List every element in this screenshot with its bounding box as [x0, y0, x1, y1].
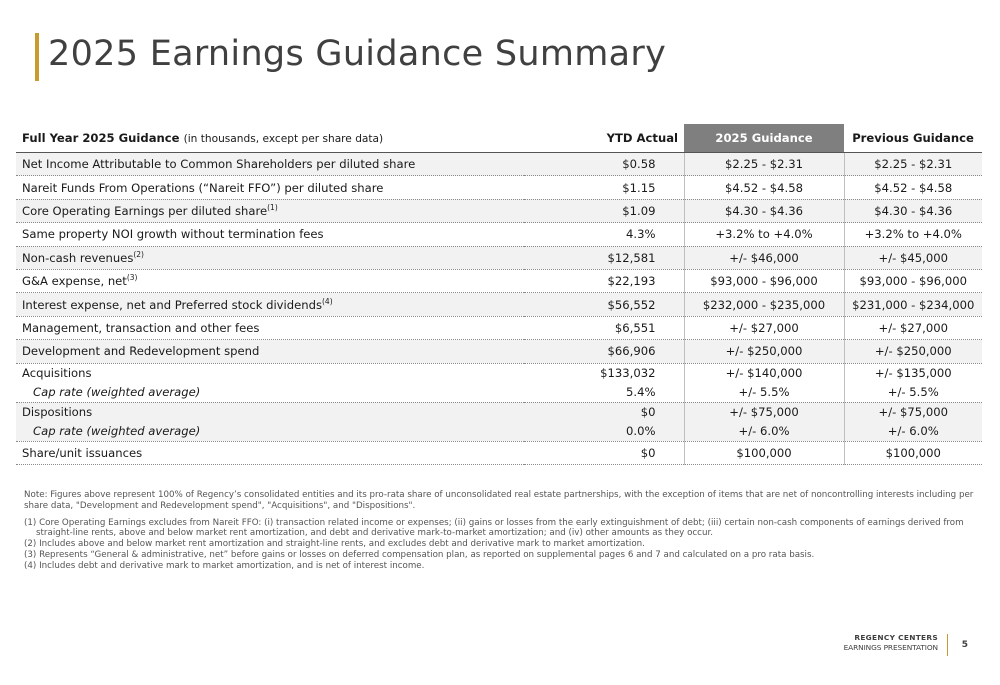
guidance-table: [16, 124, 982, 465]
table-header: [16, 124, 982, 153]
row-ytd: $0.58: [524, 153, 684, 176]
row-label: Dispositions Cap rate (weighted average): [16, 402, 524, 441]
row-guidance: +3.2% to +4.0%: [684, 223, 844, 246]
footnote-3: (3) Represents “General & administrative, net” before gains or losses on deferred compensation plan, as reported on supplemental pages 6 and 7 and calculated on a pro rata basis.: [24, 549, 815, 560]
row-guidance: $232,000 - $235,000: [684, 293, 844, 316]
footnote-4: (4) Includes debt and derivative mark to market amortization, and is net of interest income.: [24, 560, 425, 571]
table-row: [16, 199, 982, 222]
note-main: Note: Figures above represent 100% of Regency’s consolidated entities and its pro-rata share of unconsolidated real estate partnerships, with the exception of items that are net of noncontrolling interests including per share data, "Development and Redevelopment spend", "Acquisitions", and "Dispositions".: [24, 490, 974, 511]
row-ytd: 4.3%: [524, 223, 684, 246]
row-ytd: $1.15: [524, 176, 684, 199]
table-row-share-issuances: [16, 441, 982, 464]
table-row: [16, 153, 982, 176]
row-label: Share/unit issuances: [16, 441, 524, 464]
row-label: Non-cash revenues$^{(2)}$: [16, 246, 524, 269]
title-accent-bar: [35, 33, 39, 81]
header-guidance: 2025 Guidance: [684, 124, 844, 153]
table-row: [16, 269, 982, 292]
row-ytd: $6,551: [524, 316, 684, 339]
row-ytd: $56,552: [524, 293, 684, 316]
row-guidance: $93,000 - $96,000: [684, 269, 844, 292]
header-ytd: YTD Actual: [524, 124, 684, 153]
footnotes: [24, 490, 974, 572]
footnote-2: (2) Includes above and below market rent amortization and straight-line rents, and excludes debt and derivative mark to market amortization.: [24, 539, 645, 550]
row-label: Acquisitions Cap rate (weighted average): [16, 363, 524, 402]
row-guidance: +/- $46,000: [684, 246, 844, 269]
table-body: [16, 153, 982, 465]
row-previous: $4.30 - $4.36: [844, 199, 982, 222]
row-ytd: $0 0.0%: [524, 402, 684, 441]
row-previous: +/- $45,000: [844, 246, 982, 269]
row-previous: $100,000: [844, 441, 982, 464]
footnote-1: (1) Core Operating Earnings excludes from Nareit FFO: (i) transaction related income or expenses; (ii) gains or losses from the early extinguishment of debt; (iii) certain non-cash components of earnings derived from straight-line rents, above and below market rent amortization, and debt and derivative mark-to-market amortization; and (iv) other amounts as they occur.: [24, 517, 964, 539]
row-label: Development and Redevelopment spend: [16, 340, 524, 363]
footer-brand: [844, 633, 938, 653]
row-guidance: +/- $75,000 +/- 6.0%: [684, 402, 844, 441]
header-note: (in thousands, except per share data): [183, 133, 384, 145]
row-previous: $2.25 - $2.31: [844, 153, 982, 176]
row-guidance: +/- $250,000: [684, 340, 844, 363]
row-previous: +/- $135,000 +/- 5.5%: [844, 363, 982, 402]
row-label: G&A expense, net$^{(3)}$: [16, 269, 524, 292]
row-previous: +/- $250,000: [844, 340, 982, 363]
row-ytd: $22,193: [524, 269, 684, 292]
brand-subtitle: EARNINGS PRESENTATION: [843, 643, 938, 652]
table-row: [16, 316, 982, 339]
row-label: Management, transaction and other fees: [16, 316, 524, 339]
row-label: Net Income Attributable to Common Shareholders per diluted share: [16, 153, 524, 176]
table-row: [16, 223, 982, 246]
footer-divider: [947, 634, 948, 656]
page-title: 2025 Earnings Guidance Summary: [48, 34, 667, 74]
row-previous: $93,000 - $96,000: [844, 269, 982, 292]
table-row: [16, 176, 982, 199]
row-ytd: $66,906: [524, 340, 684, 363]
table-row-dispositions: [16, 402, 982, 441]
row-previous: +3.2% to +4.0%: [844, 223, 982, 246]
header-previous: Previous Guidance: [844, 124, 982, 153]
row-guidance: $4.30 - $4.36: [684, 199, 844, 222]
row-guidance: +/- $27,000: [684, 316, 844, 339]
row-ytd: $1.09: [524, 199, 684, 222]
row-ytd: $12,581: [524, 246, 684, 269]
row-previous: +/- $75,000 +/- 6.0%: [844, 402, 982, 441]
table-row: [16, 293, 982, 316]
header-title: Full Year 2025 Guidance: [22, 131, 180, 145]
row-label: Same property NOI growth without termination fees: [16, 223, 524, 246]
row-previous: $231,000 - $234,000: [844, 293, 982, 316]
table-row: [16, 246, 982, 269]
brand-name: REGENCY CENTERS: [854, 633, 938, 642]
row-ytd: $133,032 5.4%: [524, 363, 684, 402]
row-guidance: $100,000: [684, 441, 844, 464]
row-guidance: $4.52 - $4.58: [684, 176, 844, 199]
row-previous: +/- $27,000: [844, 316, 982, 339]
row-guidance: +/- $140,000 +/- 5.5%: [684, 363, 844, 402]
row-previous: $4.52 - $4.58: [844, 176, 982, 199]
row-label: Nareit Funds From Operations (“Nareit FFO”) per diluted share: [16, 176, 524, 199]
row-label: Core Operating Earnings per diluted share$^{(1)}$: [16, 199, 524, 222]
row-ytd: $0: [524, 441, 684, 464]
table-row-acquisitions: [16, 363, 982, 402]
header-label: [16, 124, 524, 153]
table-row: [16, 340, 982, 363]
row-label: Interest expense, net and Preferred stock dividends$^{(4)}$: [16, 293, 524, 316]
page-number: 5: [961, 640, 968, 650]
row-guidance: $2.25 - $2.31: [684, 153, 844, 176]
